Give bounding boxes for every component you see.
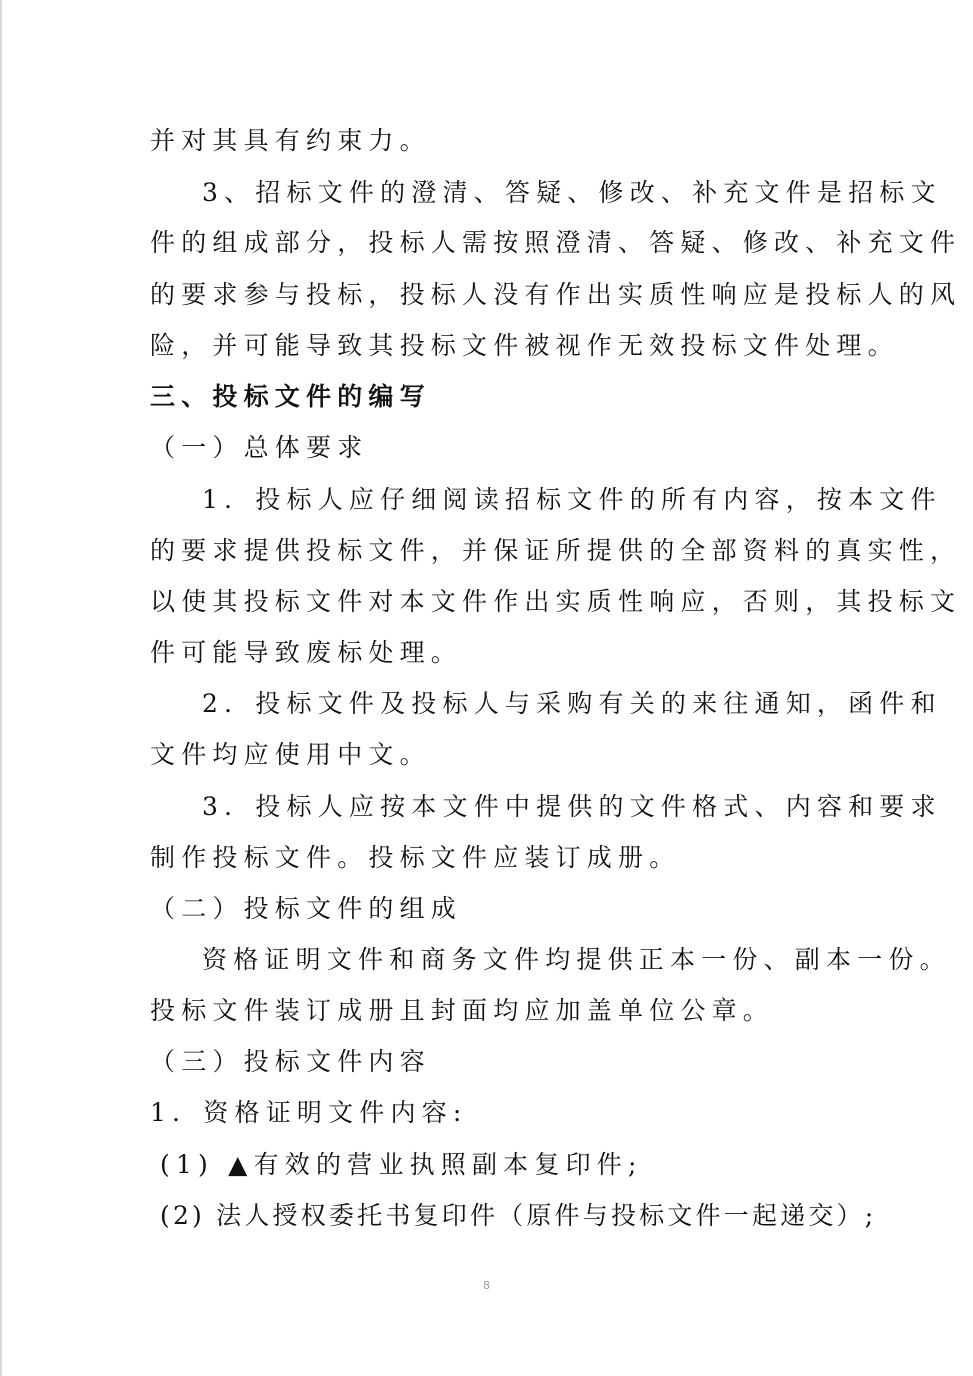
text-line: 的要求提供投标文件，并保证所提供的全部资料的真实性， bbox=[150, 536, 962, 565]
text-line: 文件均应使用中文。 bbox=[150, 740, 431, 769]
text-line: 件可能导致废标处理。 bbox=[150, 638, 463, 667]
text-line: 3、招标文件的澄清、答疑、修改、补充文件是招标文 bbox=[202, 178, 942, 207]
page-number: 8 bbox=[483, 1279, 490, 1292]
subsection-heading: （二）投标文件的组成 bbox=[150, 894, 463, 923]
text-line: 制作投标文件。投标文件应装订成册。 bbox=[150, 843, 681, 872]
subsection-heading: （一）总体要求 bbox=[150, 433, 369, 462]
text-line: 资格证明文件和商务文件均提供正本一份、副本一份。 bbox=[202, 945, 951, 974]
subsection-heading: （三）投标文件内容 bbox=[150, 1047, 431, 1076]
page-border bbox=[0, 0, 2, 1376]
section-heading: 三、投标文件的编写 bbox=[150, 382, 431, 411]
text-line: 2．投标文件及投标人与采购有关的来往通知，函件和 bbox=[202, 689, 942, 718]
list-item: (1) ▲有效的营业执照副本复印件; bbox=[160, 1150, 643, 1179]
list-heading: 1．资格证明文件内容: bbox=[150, 1098, 468, 1127]
text-line: 险，并可能导致其投标文件被视作无效投标文件处理。 bbox=[150, 331, 899, 360]
text-line: 3．投标人应按本文件中提供的文件格式、内容和要求 bbox=[202, 792, 942, 821]
text-line: 1．投标人应仔细阅读招标文件的所有内容，按本文件 bbox=[202, 485, 942, 514]
list-item: (2) 法人授权委托书复印件（原件与投标文件一起递交）; bbox=[160, 1201, 877, 1230]
text-line: 投标文件装订成册且封面均应加盖单位公章。 bbox=[150, 996, 775, 1025]
text-line: 的要求参与投标，投标人没有作出实质性响应是投标人的风 bbox=[150, 280, 962, 309]
text-line: 并对其具有约束力。 bbox=[150, 126, 431, 155]
text-line: 以使其投标文件对本文件作出实质性响应，否则，其投标文 bbox=[150, 587, 962, 616]
text-line: 件的组成部分，投标人需按照澄清、答疑、修改、补充文件 bbox=[150, 228, 962, 257]
